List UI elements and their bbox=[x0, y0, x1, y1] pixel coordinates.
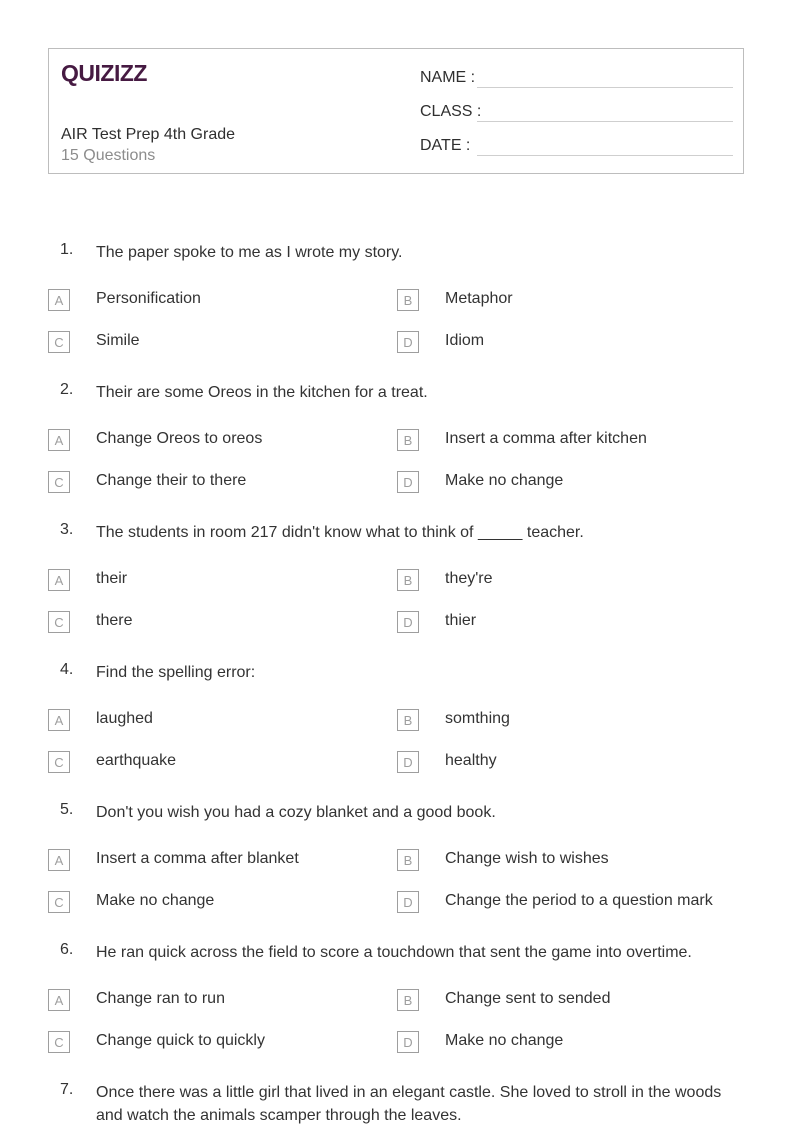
option-text: laughed bbox=[96, 710, 153, 727]
question-number: 5. bbox=[60, 801, 74, 818]
option-text: Change wish to wishes bbox=[445, 850, 609, 867]
question-number: 4. bbox=[60, 661, 74, 678]
question-text: Find the spelling error: bbox=[96, 664, 256, 681]
option-letter-box: B bbox=[397, 429, 419, 451]
question-number: 2. bbox=[60, 381, 74, 398]
class-label: CLASS : bbox=[420, 103, 482, 120]
worksheet-title: AIR Test Prep 4th Grade bbox=[61, 126, 236, 143]
option-letter-box: A bbox=[48, 849, 70, 871]
option-letter-box: D bbox=[397, 891, 419, 913]
option-letter-box: C bbox=[48, 751, 70, 773]
option-letter-box: D bbox=[397, 331, 419, 353]
option-text: Personification bbox=[96, 290, 201, 307]
option-letter-box: A bbox=[48, 289, 70, 311]
option-letter-box: A bbox=[48, 429, 70, 451]
option-text: Idiom bbox=[445, 332, 485, 349]
option-letter-box: B bbox=[397, 849, 419, 871]
option-letter-box: B bbox=[397, 569, 419, 591]
date-label: DATE : bbox=[420, 137, 471, 154]
quizizz-logo bbox=[61, 59, 153, 87]
option-text: there bbox=[96, 612, 133, 629]
question-text: The paper spoke to me as I wrote my story. bbox=[96, 244, 403, 261]
question-text: Once there was a little girl that lived in an elegant castle. She loved to stroll in the woods and watch the animals scamper through the leaves. bbox=[96, 1084, 722, 1124]
option-letter-box: C bbox=[48, 1031, 70, 1053]
question-text: Don't you wish you had a cozy blanket and a good book. bbox=[96, 804, 496, 821]
option-text: earthquake bbox=[96, 752, 177, 769]
option-text: Simile bbox=[96, 332, 140, 349]
option-letter-box: B bbox=[397, 709, 419, 731]
option-text: they're bbox=[445, 570, 493, 587]
question-text: Their are some Oreos in the kitchen for a treat. bbox=[96, 384, 428, 401]
option-letter-box: C bbox=[48, 611, 70, 633]
option-text: Make no change bbox=[445, 1032, 564, 1049]
question-text: He ran quick across the field to score a touchdown that sent the game into overtime. bbox=[96, 944, 692, 961]
option-text: Make no change bbox=[96, 892, 215, 909]
class-line[interactable] bbox=[477, 121, 733, 122]
question-number: 1. bbox=[60, 241, 74, 258]
date-line[interactable] bbox=[477, 155, 733, 156]
option-text: Insert a comma after blanket bbox=[96, 850, 299, 867]
option-text: Change their to there bbox=[96, 472, 247, 489]
option-letter-box: C bbox=[48, 891, 70, 913]
option-text: Change sent to sended bbox=[445, 990, 611, 1007]
option-letter-box: D bbox=[397, 751, 419, 773]
option-text: somthing bbox=[445, 710, 510, 727]
option-text: Change Oreos to oreos bbox=[96, 430, 263, 447]
name-line[interactable] bbox=[477, 87, 733, 88]
question-number: 7. bbox=[60, 1081, 74, 1098]
worksheet-header bbox=[48, 48, 744, 174]
question-number: 3. bbox=[60, 521, 74, 538]
option-letter-box: C bbox=[48, 471, 70, 493]
question-number: 6. bbox=[60, 941, 74, 958]
option-text: Change ran to run bbox=[96, 990, 225, 1007]
option-letter-box: B bbox=[397, 289, 419, 311]
option-text: Change the period to a question mark bbox=[445, 892, 713, 909]
option-letter-box: D bbox=[397, 471, 419, 493]
option-letter-box: D bbox=[397, 611, 419, 633]
option-text: Change quick to quickly bbox=[96, 1032, 265, 1049]
option-letter-box: D bbox=[397, 1031, 419, 1053]
option-text: Metaphor bbox=[445, 290, 513, 307]
option-text: their bbox=[96, 570, 128, 587]
option-letter-box: A bbox=[48, 709, 70, 731]
option-letter-box: A bbox=[48, 569, 70, 591]
option-text: thier bbox=[445, 612, 477, 629]
question-count: 15 Questions bbox=[61, 147, 156, 164]
option-text: healthy bbox=[445, 752, 497, 769]
option-letter-box: B bbox=[397, 989, 419, 1011]
option-letter-box: C bbox=[48, 331, 70, 353]
question-text: The students in room 217 didn't know what to think of _____ teacher. bbox=[96, 524, 584, 541]
option-letter-box: A bbox=[48, 989, 70, 1011]
option-text: Insert a comma after kitchen bbox=[445, 430, 647, 447]
svg-text:QUIZIZZ: QUIZIZZ bbox=[61, 60, 147, 86]
name-label: NAME : bbox=[420, 69, 476, 86]
option-text: Make no change bbox=[445, 472, 564, 489]
